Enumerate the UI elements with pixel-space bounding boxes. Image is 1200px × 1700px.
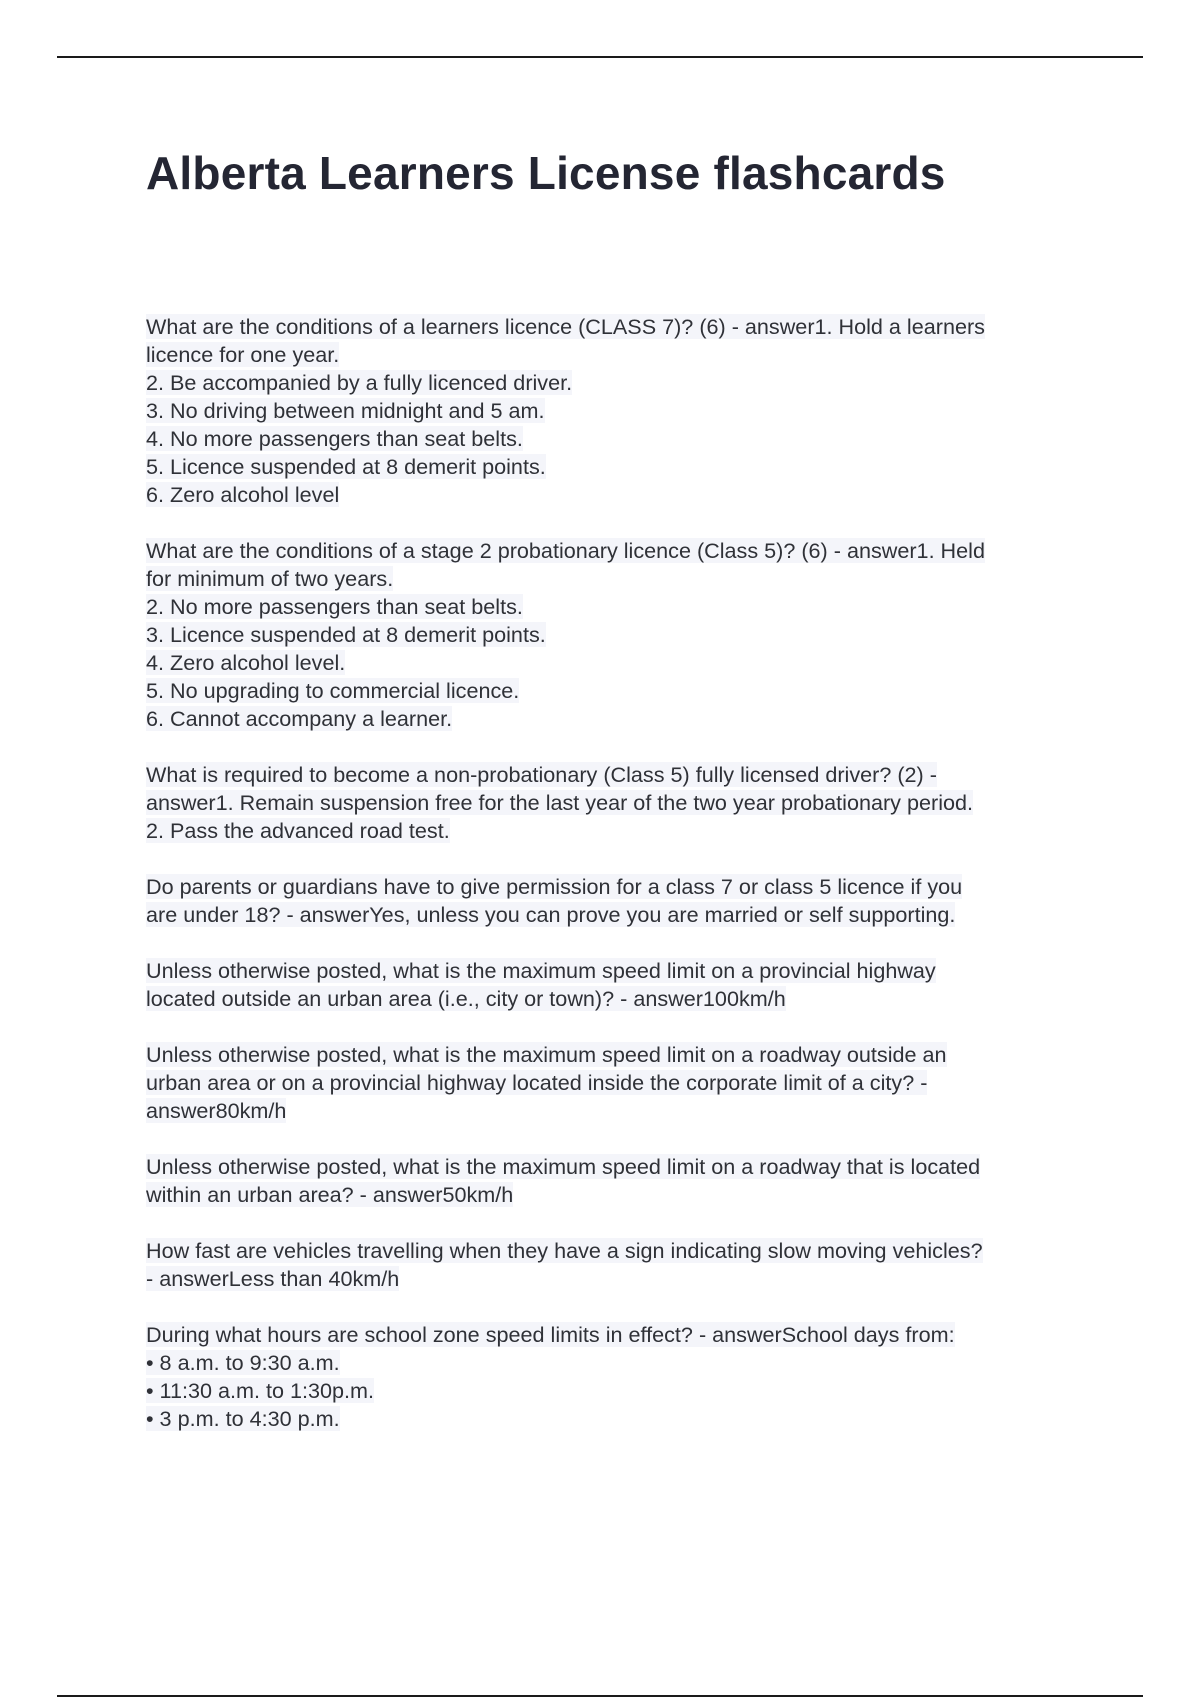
flashcard-text: Unless otherwise posted, what is the maximum speed limit on a roadway that is located within an urban area? - answer50km/h	[146, 1154, 981, 1207]
bottom-rule	[57, 1695, 1143, 1697]
top-rule	[57, 56, 1143, 58]
flashcard-text: Unless otherwise posted, what is the maximum speed limit on a provincial highway located outside an urban area (i.e., city or town)? - answer100km/h	[146, 958, 936, 1011]
flashcard-list	[146, 313, 1086, 1461]
flashcard	[146, 1153, 1086, 1209]
flashcard	[146, 1321, 1086, 1433]
flashcard-text: What is required to become a non-probationary (Class 5) fully licensed driver? (2) - answer1. Remain suspension free for the last year of the two year probationary period. 2. Pass the advanced road test.	[146, 762, 974, 843]
flashcard-text: What are the conditions of a learners licence (CLASS 7)? (6) - answer1. Hold a learners licence for one year. 2. Be accompanied by a fully licenced driver. 3. No driving between midnight and 5 am. 4. No more passengers than seat belts. 5. Licence suspended at 8 demerit points. 6. Zero alcohol level	[146, 314, 985, 507]
flashcard	[146, 537, 1086, 733]
flashcard	[146, 873, 1086, 929]
flashcard	[146, 761, 1086, 845]
flashcard	[146, 313, 1086, 509]
flashcard-text: During what hours are school zone speed limits in effect? - answerSchool days from: • 8 a.m. to 9:30 a.m. • 11:30 a.m. to 1:30p.m. • 3 p.m. to 4:30 p.m.	[146, 1322, 955, 1431]
page-title: Alberta Learners License flashcards	[146, 147, 946, 199]
flashcard	[146, 957, 1086, 1013]
flashcard-text: What are the conditions of a stage 2 probationary licence (Class 5)? (6) - answer1. Held for minimum of two years. 2. No more passengers than seat belts. 3. Licence suspended at 8 demerit points. 4. Zero alcohol level. 5. No upgrading to commercial licence. 6. Cannot accompany a learner.	[146, 538, 985, 731]
flashcard	[146, 1237, 1086, 1293]
flashcard-text: Do parents or guardians have to give permission for a class 7 or class 5 licence if you are under 18? - answerYes, unless you can prove you are married or self supporting.	[146, 874, 963, 927]
flashcard-text: How fast are vehicles travelling when they have a sign indicating slow moving vehicles? - answerLess than 40km/h	[146, 1238, 983, 1291]
flashcard	[146, 1041, 1086, 1125]
flashcard-text: Unless otherwise posted, what is the maximum speed limit on a roadway outside an urban area or on a provincial highway located inside the corporate limit of a city? - answer80km/h	[146, 1042, 947, 1123]
